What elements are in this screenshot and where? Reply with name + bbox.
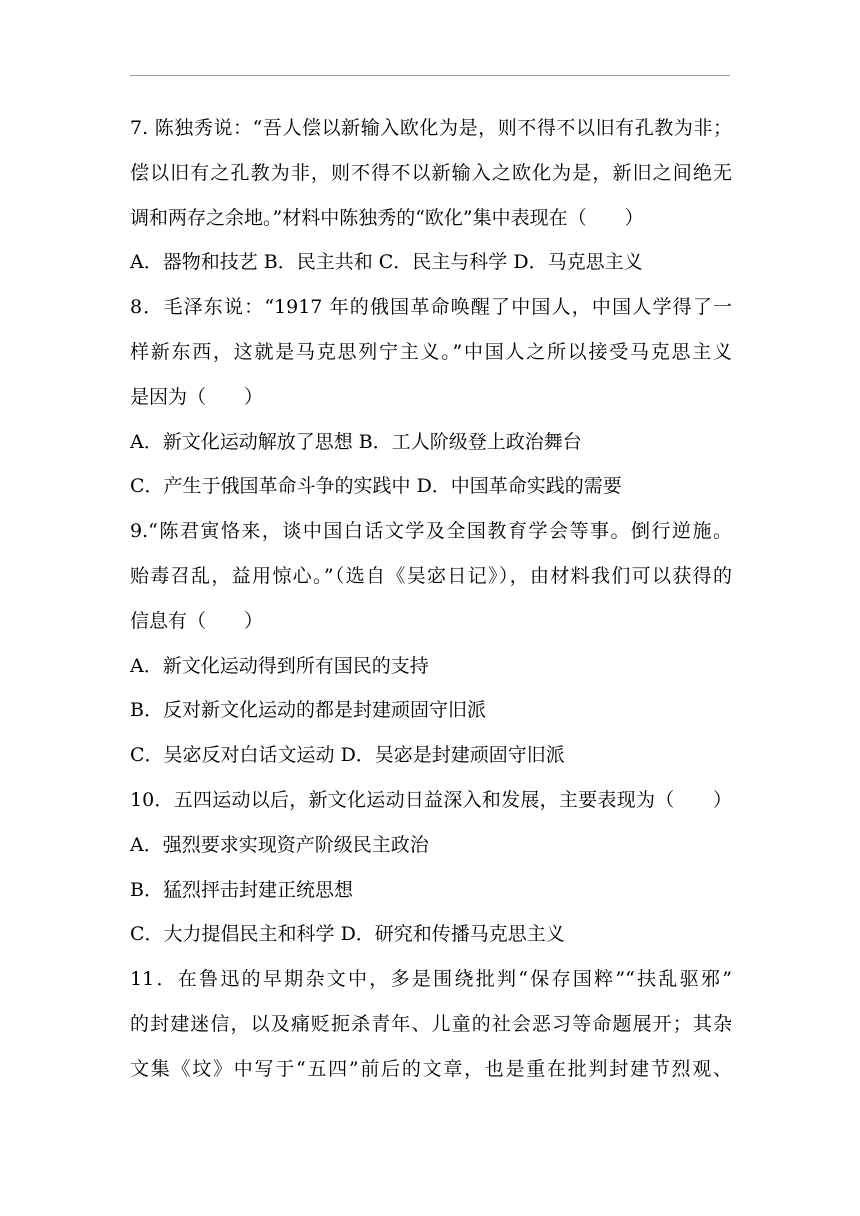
question-stem (130, 106, 732, 240)
stem-line: 贻毒召乱，益用惊心。”（选自《吴宓日记》），由材料我们可以获得的 (130, 564, 732, 587)
question-10 (130, 778, 732, 957)
question-list (130, 106, 732, 1092)
question-options (130, 823, 732, 957)
question-stem (130, 957, 732, 1091)
question-options (130, 420, 732, 510)
stem-line: 调和两存之余地。”材料中陈独秀的“欧化”集中表现在（ ） (130, 206, 644, 229)
question-7 (130, 106, 732, 285)
header-rule (130, 75, 730, 76)
question-stem (130, 509, 732, 643)
question-8 (130, 285, 732, 509)
option-line: C．吴宓反对白话文运动 D．吴宓是封建顽固守旧派 (130, 744, 565, 767)
stem-line: 7. 陈独秀说：“吾人偿以新输入欧化为是，则不得不以旧有孔教为非； (130, 117, 732, 139)
stem-line: 是因为（ ） (130, 385, 264, 408)
stem-line: 信息有（ ） (130, 609, 264, 632)
option-line: C．产生于俄国革命斗争的实践中 D．中国革命实践的需要 (130, 475, 622, 498)
stem-line: 文集《坟》中写于“五四”前后的文章，也是重在批判封建节烈观、 (130, 1057, 732, 1080)
option-line: A．强烈要求实现资产阶级民主政治 (130, 833, 429, 856)
question-9 (130, 509, 732, 778)
stem-line: 的封建迷信，以及痛贬扼杀青年、儿童的社会恶习等命题展开；其杂 (130, 1012, 732, 1035)
option-line: B．反对新文化运动的都是封建顽固守旧派 (130, 699, 486, 722)
option-line: A．新文化运动得到所有国民的支持 (130, 654, 429, 677)
question-options (130, 240, 732, 285)
stem-line: 8．毛泽东说：“1917 年的俄国革命唤醒了中国人，中国人学得了一 (130, 296, 732, 319)
stem-line: 9.“陈君寅恪来，谈中国白话文学及全国教育学会等事。倒行逆施。 (130, 520, 732, 543)
question-stem (130, 285, 732, 419)
question-stem (130, 778, 732, 823)
option-line: C．大力提倡民主和科学 D．研究和传播马克思主义 (130, 923, 565, 946)
stem-line: 样新东西，这就是马克思列宁主义。”中国人之所以接受马克思主义 (130, 340, 732, 363)
option-line: B．猛烈抨击封建正统思想 (130, 878, 353, 901)
stem-line: 10．五四运动以后，新文化运动日益深入和发展，主要表现为（ ） (130, 788, 732, 811)
question-11 (130, 957, 732, 1091)
option-line: A．器物和技艺 B．民主共和 C．民主与科学 D．马克思主义 (130, 251, 643, 274)
stem-line: 偿以旧有之孔教为非，则不得不以新输入之欧化为是，新旧之间绝无 (130, 161, 732, 184)
question-options (130, 644, 732, 778)
stem-line: 11．在鲁迅的早期杂文中，多是围绕批判“保存国粹”“扶乱驱邪” (130, 968, 732, 991)
option-line: A．新文化运动解放了思想 B．工人阶级登上政治舞台 (130, 430, 582, 453)
